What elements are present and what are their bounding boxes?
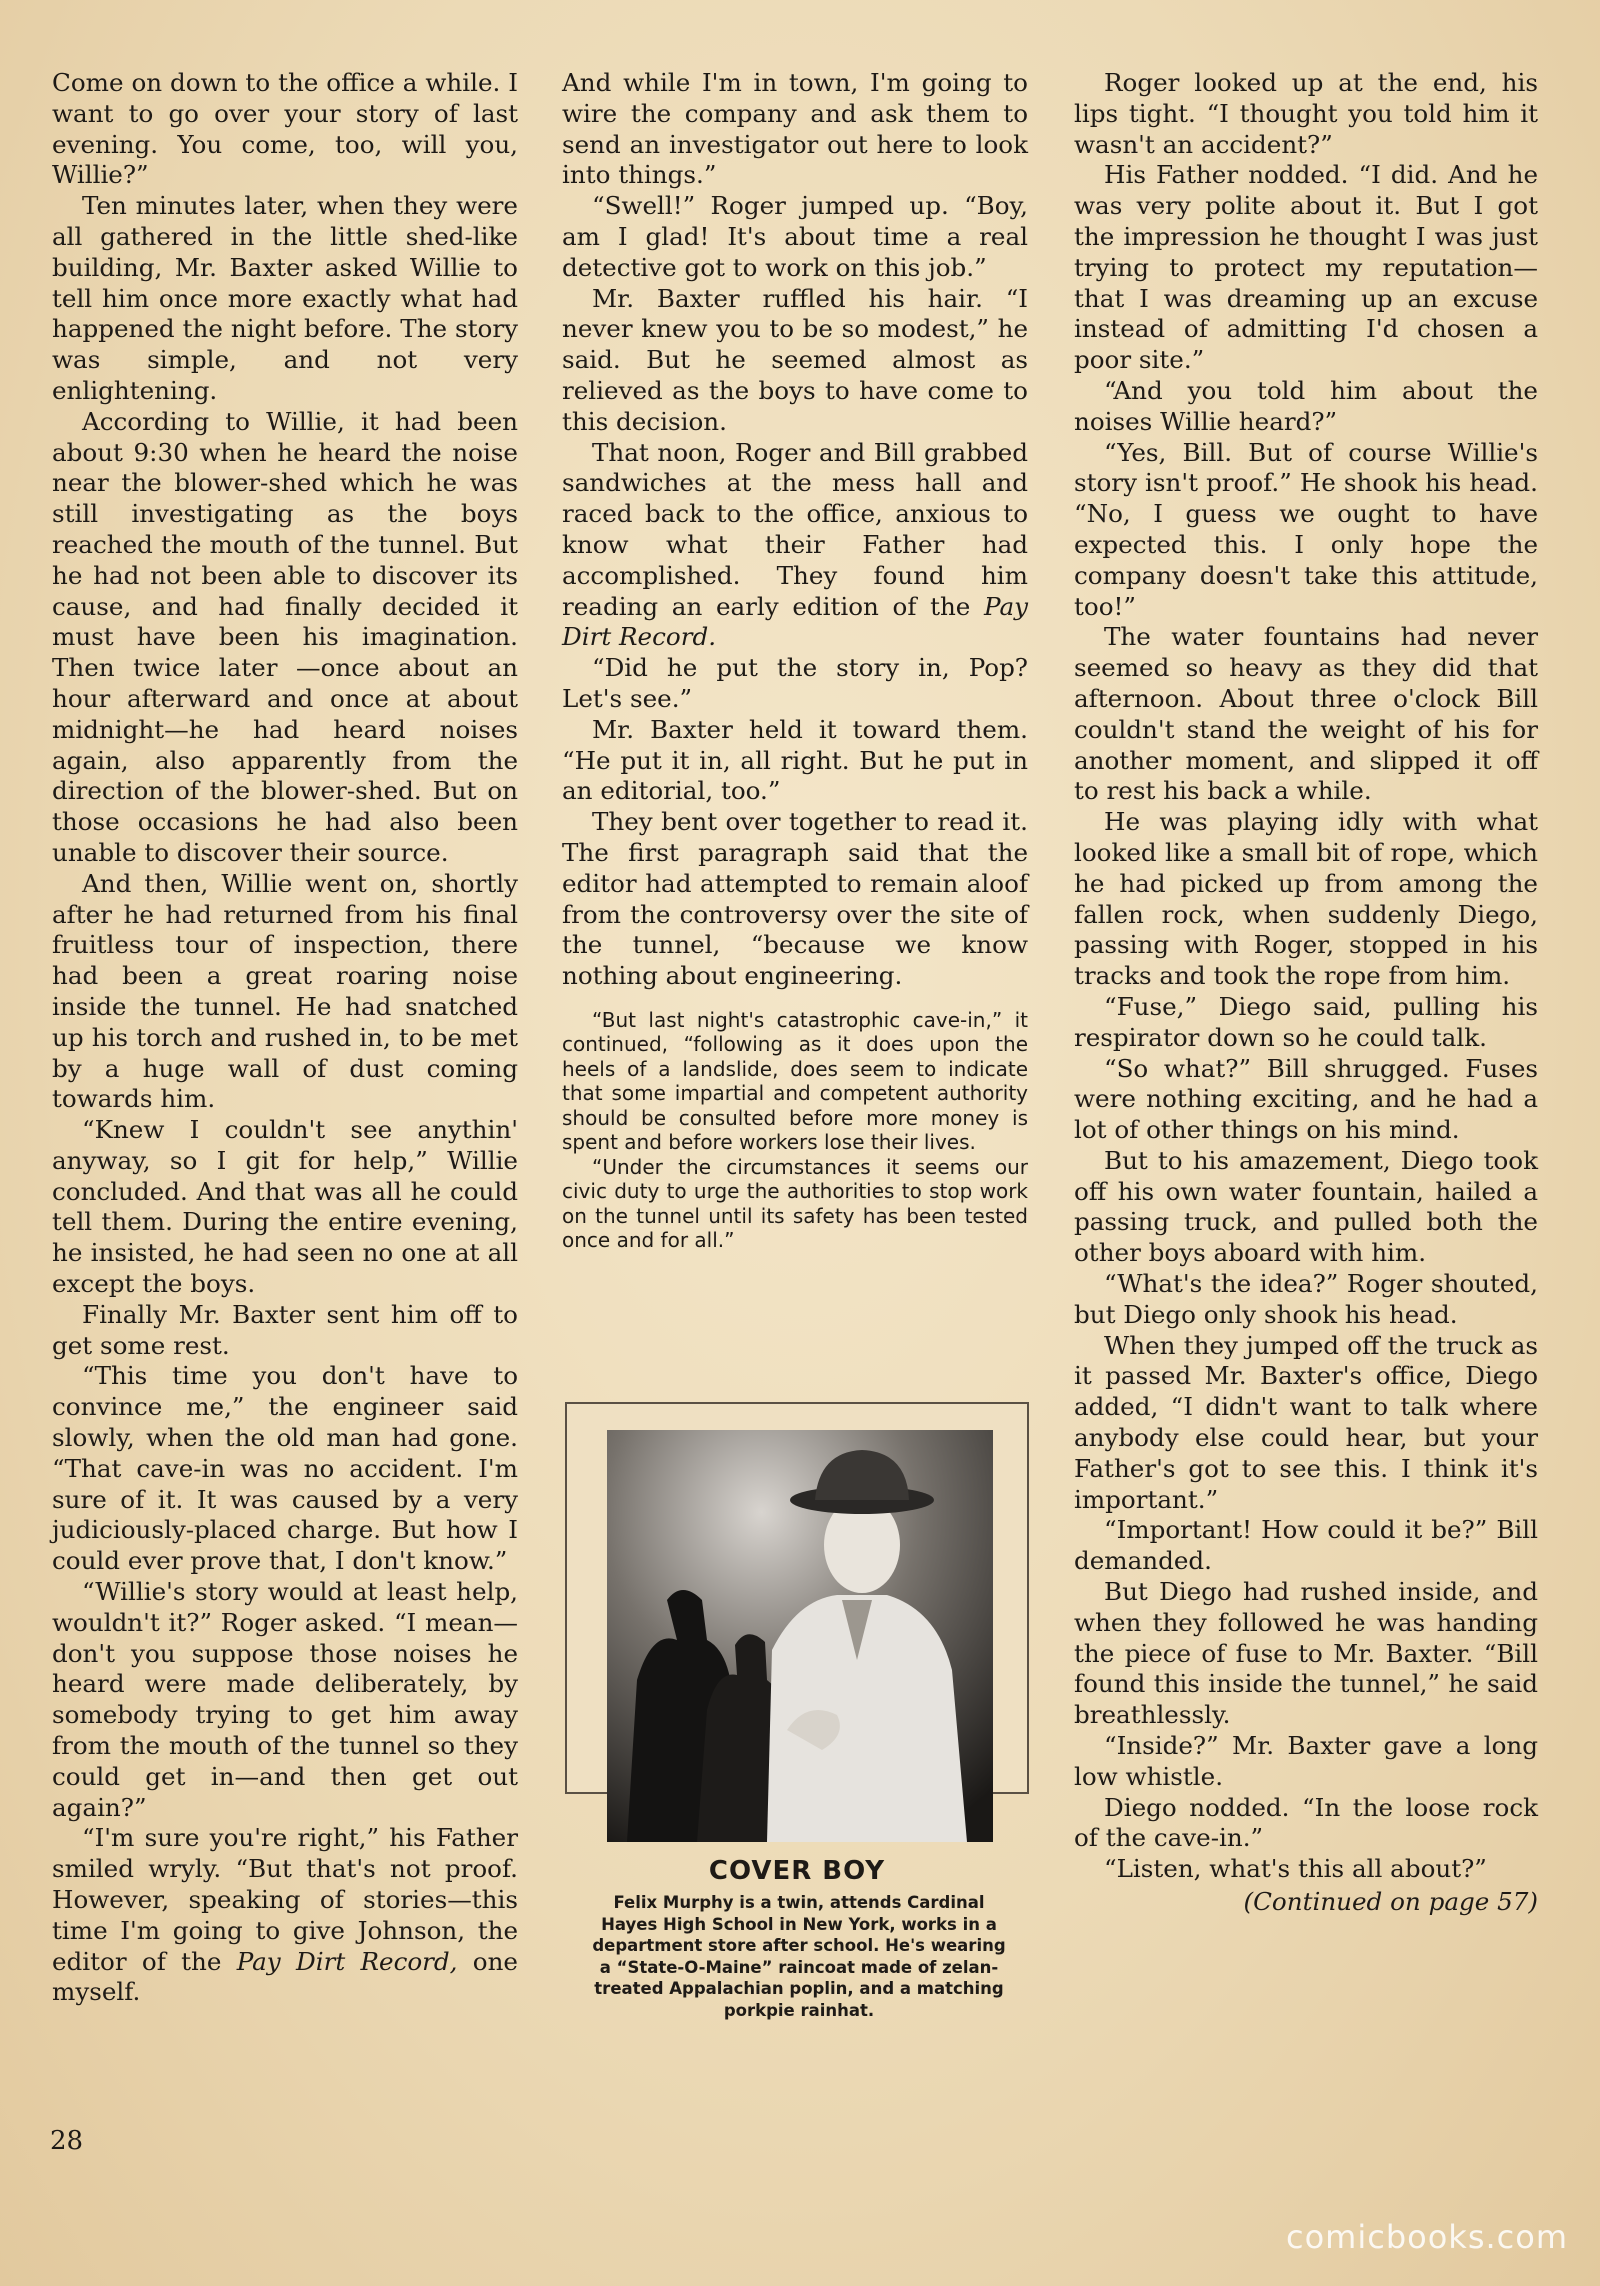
paragraph: “So what?” Bill shrugged. Fuses were nothing exciting, and he had a lot of other things on his mind. bbox=[1074, 1053, 1538, 1145]
cover-boy-photo bbox=[607, 1430, 993, 1842]
text-column-3 bbox=[1074, 68, 1538, 1918]
paragraph-text: That noon, Roger and Bill grabbed sandwiches at the mess hall and raced back to the office, anxious to know what their Father had accomplished. They found him reading an early edition of the bbox=[562, 437, 1028, 621]
paragraph: Diego nodded. “In the loose rock of the cave-in.” bbox=[1074, 1792, 1538, 1853]
paragraph: “Willie's story would at least help, wouldn't it?” Roger asked. “I mean—don't you suppose those noises he heard were made deliberately, by somebody trying to get him away from the mouth of the tunnel so they could get in—and then get out again?” bbox=[52, 1577, 518, 1822]
paragraph: Come on down to the office a while. I want to go over your story of last evening. You come, too, will you, Willie?” bbox=[52, 68, 518, 190]
paragraph: Mr. Baxter ruffled his hair. “I never knew you to be so modest,” he said. But he seemed almost as relieved as the boys to have come to this decision. bbox=[562, 283, 1028, 436]
paragraph: But Diego had rushed inside, and when they followed he was handing the piece of fuse to Mr. Baxter. “Bill found this inside the tunnel,” he said breathlessly. bbox=[1074, 1577, 1538, 1730]
page-number: 28 bbox=[50, 2126, 84, 2156]
paragraph: “Swell!” Roger jumped up. “Boy, am I glad! It's about time a real detective got to work on this job.” bbox=[562, 191, 1028, 282]
paragraph: Ten minutes later, when they were all gathered in the little shed-like building, Mr. Baxter asked Willie to tell him once more exactly what had happened the night before. The story was simple, and not very enlightening. bbox=[52, 191, 518, 405]
caption-title: COVER BOY bbox=[708, 1856, 886, 1886]
paragraph: “Inside?” Mr. Baxter gave a long low whistle. bbox=[1074, 1731, 1538, 1791]
paragraph: “And you told him about the noises Willie heard?” bbox=[1074, 375, 1538, 436]
watermark: comicbooks.com bbox=[1285, 2218, 1568, 2256]
paragraph: But to his amazement, Diego took off his own water fountain, hailed a passing truck, and pulled both the other boys aboard with him. bbox=[1074, 1145, 1538, 1268]
paragraph: Roger looked up at the end, his lips tight. “I thought you told him it wasn't an accident?” bbox=[1074, 68, 1538, 159]
paragraph: “Important! How could it be?” Bill demanded. bbox=[1074, 1515, 1538, 1576]
paragraph-text: “I'm sure you're right,” his Father smiled wryly. “But that's not proof. However, speaking of stories—this time I'm going to give Johnson, the editor of the bbox=[52, 1823, 518, 1976]
paragraph-text: one myself. bbox=[52, 1946, 518, 2007]
paragraph: And then, Willie went on, shortly after he had returned from his final fruitless tour of inspection, there had been a great roaring noise inside the tunnel. He had snatched up his torch and rushed in, to be met by a huge wall of dust coming towards him. bbox=[52, 868, 518, 1114]
quote-paragraph: “But last night's catastrophic cave-in,” it continued, “following as it does upon the heels of a landslide, does seem to indicate that some impartial and competent authority should be consulted before more money is spent and before workers lose their lives. bbox=[562, 1007, 1028, 1155]
paragraph bbox=[52, 1823, 518, 2008]
photo-illustration bbox=[607, 1430, 993, 1842]
paragraph: “What's the idea?” Roger shouted, but Diego only shook his head. bbox=[1074, 1269, 1538, 1329]
paragraph: “Listen, what's this all about?” bbox=[1104, 1854, 1487, 1884]
paragraph: His Father nodded. “I did. And he was very polite about it. But I got the impression he thought I was just trying to protect my reputation—that I was dreaming up an excuse instead of admitting I'd chosen a poor site.” bbox=[1074, 160, 1538, 375]
publication-title: Pay Dirt Record, bbox=[236, 1946, 458, 1976]
paragraph: “Yes, Bill. But of course Willie's story isn't proof.” He shook his head. “No, I guess we ought to have expected this. I only hope the company doesn't take this attitude, too!” bbox=[1074, 437, 1538, 621]
continued-note: (Continued on page 57) bbox=[1243, 1887, 1538, 1917]
paragraph: They bent over together to read it. The first paragraph said that the editor had attempted to remain aloof from the controversy over the site of the tunnel, “because we know nothing about engineering. bbox=[562, 807, 1028, 991]
paragraph: According to Willie, it had been about 9:30 when he heard the noise near the blower-shed which he was still investigating as the boys reached the mouth of the tunnel. But he had not been able to discover its cause, and had finally decided it must have been his imagination. Then twice later —once about an hour afterward and once at about midnight—he had heard noises again, also apparently from the direction of the blower-shed. But on those occasions he had also been unable to discover their source. bbox=[52, 406, 518, 867]
text-column-2 bbox=[562, 68, 1028, 1253]
quote-paragraph: “Under the circumstances it seems our civic duty to urge the authorities to stop work on the tunnel until its safety has been tested once and for all.” bbox=[562, 1154, 1028, 1253]
caption-text: Felix Murphy is a twin, attends Cardinal Hayes High School in New York, works in a department store after school. He's wearing a “State-O-Maine” raincoat made of zelan-treated Appalachian poplin, and a matching porkpie rainhat. bbox=[592, 1893, 1006, 2020]
paragraph: Mr. Baxter held it toward them. “He put it in, all right. But he put in an editorial, too.” bbox=[562, 714, 1028, 806]
paragraph: “Knew I couldn't see anythin' anyway, so I git for help,” Willie concluded. And that was all he could tell them. During the entire evening, he insisted, he had seen no one at all except the boys. bbox=[52, 1115, 518, 1299]
paragraph: “Did he put the story in, Pop? Let's see.” bbox=[562, 653, 1028, 713]
paragraph: The water fountains had never seemed so heavy as they did that afternoon. About three o'clock Bill couldn't stand the weight of his for another moment, and slipped it off to rest his back a while. bbox=[1074, 622, 1538, 806]
paragraph: “Fuse,” Diego said, pulling his respirator down so he could talk. bbox=[1074, 991, 1538, 1052]
editorial-quote bbox=[562, 1008, 1028, 1253]
paragraph bbox=[562, 438, 1028, 654]
text-column-1 bbox=[52, 68, 518, 2008]
paragraph: “This time you don't have to convince me,” the engineer said slowly, when the old man had gone. “That cave-in was no accident. I'm sure of it. It was caused by a very judiciously-placed charge. But how I could ever prove that, I don't know.” bbox=[52, 1361, 518, 1576]
publication-title: Pay Dirt Record. bbox=[562, 591, 1028, 652]
paragraph: He was playing idly with what looked like a small bit of rope, which he had picked up from among the fallen rock, when suddenly Diego, passing with Roger, stopped in his tracks and took the rope from him. bbox=[1074, 807, 1538, 991]
paragraph: When they jumped off the truck as it passed Mr. Baxter's office, Diego added, “I didn't want to talk where anybody else could hear, but your Father's got to see this. I think it's important.” bbox=[1074, 1330, 1538, 1514]
paragraph: And while I'm in town, I'm going to wire the company and ask them to send an investigator out here to look into things.” bbox=[562, 68, 1028, 190]
cover-boy-box bbox=[565, 1402, 1029, 2020]
paragraph: Finally Mr. Baxter sent him off to get some rest. bbox=[52, 1299, 518, 1360]
